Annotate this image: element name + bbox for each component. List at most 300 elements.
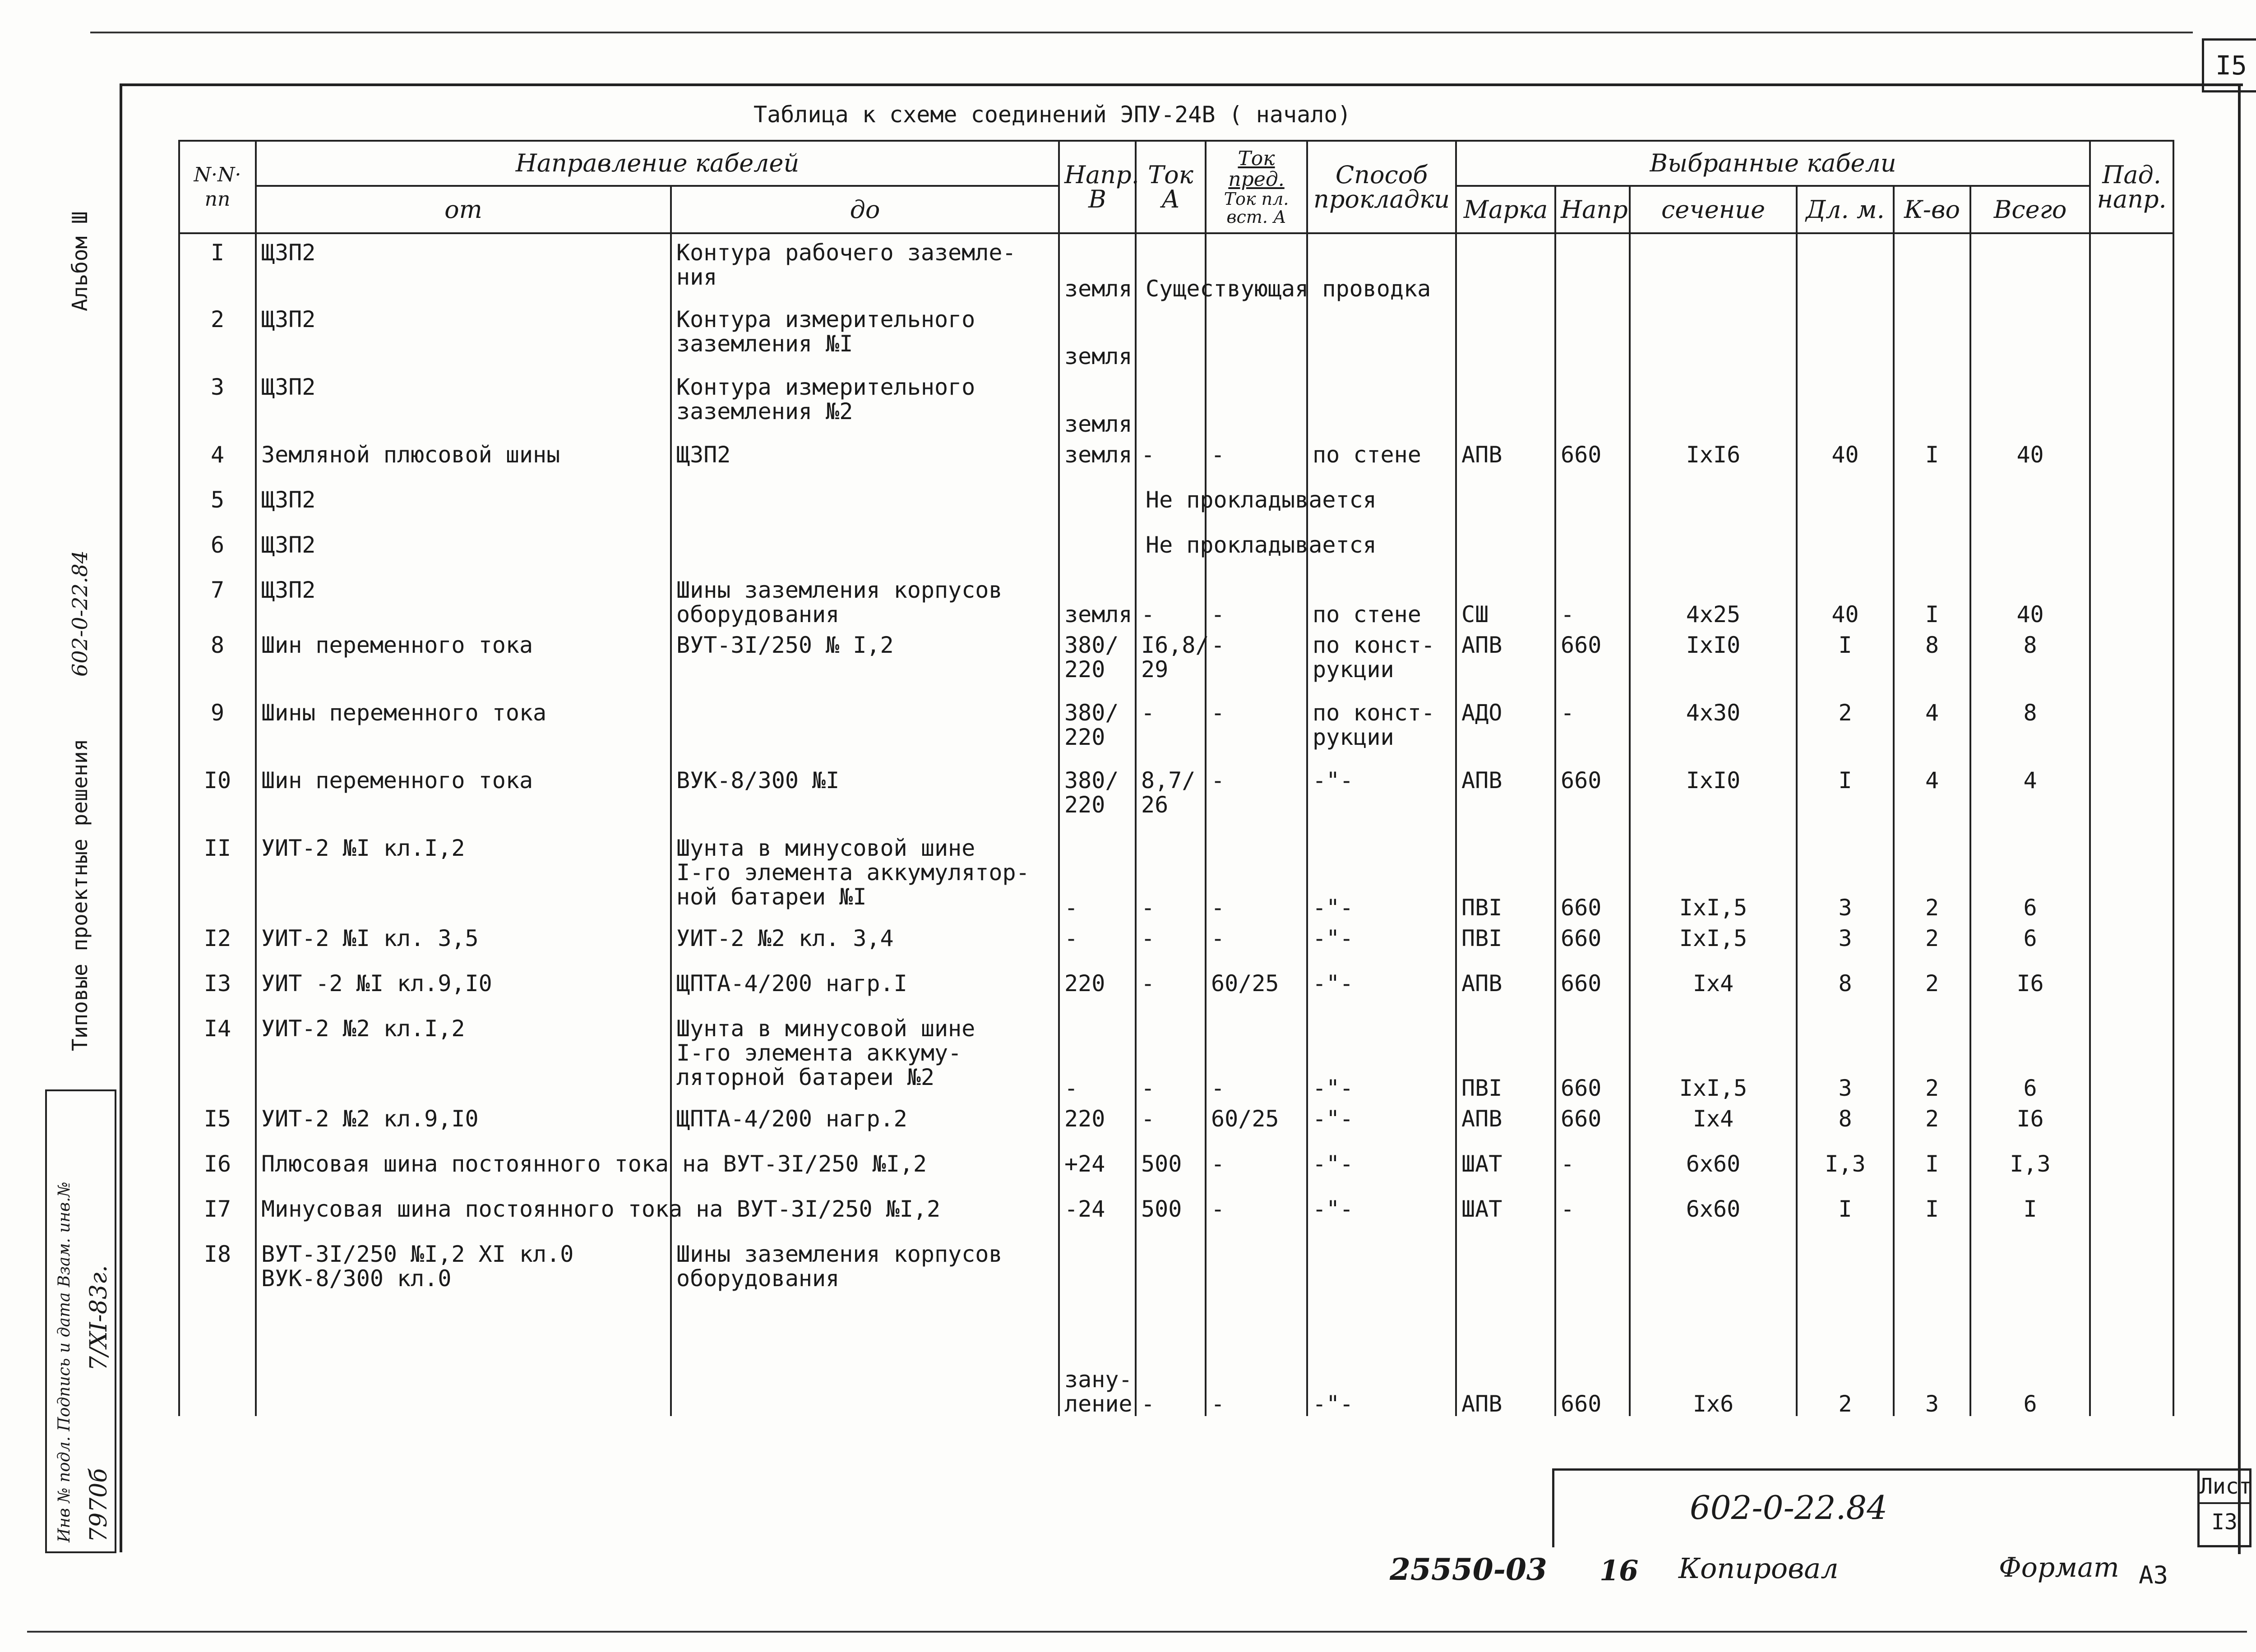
cell-section: 6x60: [1630, 1191, 1797, 1236]
cell-drop: [2090, 1145, 2173, 1191]
cell-napr: [1555, 481, 1630, 526]
table-row: [179, 1145, 2173, 1191]
cell-current: -: [1136, 436, 1206, 481]
cell-brand: АПВ: [1456, 1100, 1555, 1145]
cell-from: УИТ-2 №2 кл.I,2: [256, 1010, 671, 1100]
cell-current-pred: -: [1206, 627, 1307, 694]
cell-current-pred: [1206, 301, 1307, 369]
cell-current: 500: [1136, 1191, 1206, 1236]
row-number: 7: [179, 572, 256, 627]
cell-count: I: [1894, 1191, 1970, 1236]
cell-count: 3: [1894, 1236, 1970, 1416]
row-number: I2: [179, 920, 256, 965]
cell-voltage: земля: [1059, 233, 1136, 301]
row-number: I4: [179, 1010, 256, 1100]
cell-total: 40: [1970, 572, 2090, 627]
cell-drop: [2090, 920, 2173, 965]
cell-to: [671, 526, 1059, 572]
cell-current-pred: -: [1206, 1191, 1307, 1236]
cell-brand: ПВI: [1456, 1010, 1555, 1100]
cell-count: [1894, 301, 1970, 369]
cell-to: ЩЗП2: [671, 436, 1059, 481]
cell-voltage: 220: [1059, 965, 1136, 1010]
header-current-pred-top: Ток пред.: [1228, 147, 1285, 191]
cell-section: [1630, 481, 1797, 526]
cell-section: [1630, 526, 1797, 572]
cell-length: 40: [1797, 572, 1894, 627]
cell-current-pred: -: [1206, 572, 1307, 627]
cell-section: IxI,5: [1630, 830, 1797, 920]
table-row: [179, 694, 2173, 762]
header-current: Ток А: [1136, 141, 1206, 233]
cell-current: -: [1136, 1010, 1206, 1100]
cell-method: -"-: [1307, 762, 1456, 830]
cell-from: Шины переменного тока: [256, 694, 671, 762]
header-current-pred-bottom: Ток пл. вст. А: [1224, 189, 1289, 227]
table-row: [179, 1191, 2173, 1236]
cell-method: -"-: [1307, 965, 1456, 1010]
cell-count: I: [1894, 1145, 1970, 1191]
cell-current: 8,7/ 26: [1136, 762, 1206, 830]
page-number: 16: [1600, 1554, 1639, 1587]
sheet-label: Лист: [2200, 1471, 2249, 1504]
cell-length: 8: [1797, 965, 1894, 1010]
header-length: Дл. м.: [1797, 186, 1894, 233]
cell-drop: [2090, 1010, 2173, 1100]
row-number: I3: [179, 965, 256, 1010]
cell-count: 2: [1894, 920, 1970, 965]
cell-voltage: 380/ 220: [1059, 694, 1136, 762]
header-section: сечение: [1630, 186, 1797, 233]
cell-from: УИТ-2 №I кл.I,2: [256, 830, 671, 920]
header-count: К-во: [1894, 186, 1970, 233]
cell-total: 8: [1970, 627, 2090, 694]
cell-count: [1894, 481, 1970, 526]
cell-brand: [1456, 233, 1555, 301]
cell-section: IxI0: [1630, 627, 1797, 694]
cell-to: [671, 694, 1059, 762]
cell-current: -: [1136, 1236, 1206, 1416]
cell-voltage: [1059, 526, 1136, 572]
cell-length: 2: [1797, 1236, 1894, 1416]
table-row: [179, 369, 2173, 436]
cell-drop: [2090, 1100, 2173, 1145]
top-rule: [90, 32, 2193, 33]
row-number: I: [179, 233, 256, 301]
cell-total: [1970, 233, 2090, 301]
cell-voltage: [1059, 481, 1136, 526]
table-row: [179, 965, 2173, 1010]
cell-drop: [2090, 762, 2173, 830]
cell-current-pred: -: [1206, 920, 1307, 965]
cell-brand: ШАТ: [1456, 1191, 1555, 1236]
header-num: N·N· пп: [179, 141, 256, 233]
cell-from: ЩЗП2: [256, 572, 671, 627]
series-label: Типовые проектные решения: [68, 738, 92, 1051]
row-number: I7: [179, 1191, 256, 1236]
cell-total: 6: [1970, 920, 2090, 965]
cell-from: Шин переменного тока: [256, 762, 671, 830]
cell-drop: [2090, 233, 2173, 301]
cell-method: -"-: [1307, 1145, 1456, 1191]
cell-drop: [2090, 301, 2173, 369]
cell-section: IxI6: [1630, 436, 1797, 481]
cell-method: -"-: [1307, 1191, 1456, 1236]
cell-drop: [2090, 1236, 2173, 1416]
header-brand: Марка: [1456, 186, 1555, 233]
bottom-rule: [27, 1631, 2247, 1633]
cell-length: [1797, 369, 1894, 436]
cell-to: Шины заземления корпусов оборудования: [671, 1236, 1059, 1416]
row-number: 5: [179, 481, 256, 526]
row-number: I5: [179, 1100, 256, 1145]
cell-length: 3: [1797, 920, 1894, 965]
cell-voltage: зану- ление: [1059, 1236, 1136, 1416]
cell-current: I6,8/ 29: [1136, 627, 1206, 694]
cell-count: [1894, 233, 1970, 301]
table-row: [179, 481, 2173, 526]
cell-section: IxI0: [1630, 762, 1797, 830]
title-block: [1552, 1468, 2202, 1547]
cell-from: УИТ-2 №2 кл.9,I0: [256, 1100, 671, 1145]
cell-drop: [2090, 694, 2173, 762]
cell-voltage: 380/ 220: [1059, 627, 1136, 694]
cell-to: [671, 481, 1059, 526]
cell-napr: 660: [1555, 1100, 1630, 1145]
row-number: I6: [179, 1145, 256, 1191]
cell-brand: ШАТ: [1456, 1145, 1555, 1191]
cell-length: I,3: [1797, 1145, 1894, 1191]
cell-count: 2: [1894, 1100, 1970, 1145]
drawing-frame-right: [2238, 83, 2241, 1554]
cell-total: I,3: [1970, 1145, 2090, 1191]
order-number: 25550-03: [1390, 1552, 1547, 1587]
cell-napr: -: [1555, 1145, 1630, 1191]
cell-from: Шин переменного тока: [256, 627, 671, 694]
inventory-box: [45, 1089, 116, 1553]
cell-method: [1307, 301, 1456, 369]
row-number: 3: [179, 369, 256, 436]
cell-drop: [2090, 1191, 2173, 1236]
cell-brand: АПВ: [1456, 1236, 1555, 1416]
cell-voltage: -: [1059, 1010, 1136, 1100]
cell-method: -"-: [1307, 830, 1456, 920]
cell-from: ЩЗП2: [256, 369, 671, 436]
cell-drop: [2090, 572, 2173, 627]
cell-napr: [1555, 301, 1630, 369]
table-row: [179, 301, 2173, 369]
cell-to: Контура рабочего заземле- ния: [671, 233, 1059, 301]
cell-length: I: [1797, 762, 1894, 830]
cell-current-pred: -: [1206, 1236, 1307, 1416]
cell-total: 40: [1970, 436, 2090, 481]
cell-method: по стене: [1307, 572, 1456, 627]
cell-current-pred: 60/25: [1206, 1100, 1307, 1145]
table-row: [179, 1010, 2173, 1100]
cell-napr: -: [1555, 694, 1630, 762]
row-number: 2: [179, 301, 256, 369]
cell-total: 6: [1970, 1236, 2090, 1416]
table-row: [179, 920, 2173, 965]
table-row: [179, 572, 2173, 627]
cell-length: 3: [1797, 1010, 1894, 1100]
cell-napr: 660: [1555, 436, 1630, 481]
cell-method: -"-: [1307, 1010, 1456, 1100]
cell-napr: 660: [1555, 762, 1630, 830]
album-label: Альбом Ш: [68, 211, 92, 311]
cell-current: Не прокладывается: [1136, 481, 1206, 526]
cell-total: I6: [1970, 1100, 2090, 1145]
cell-length: 8: [1797, 1100, 1894, 1145]
sheet-number: I5: [2202, 38, 2256, 92]
row-number: 9: [179, 694, 256, 762]
cell-napr: 660: [1555, 965, 1630, 1010]
cell-count: 4: [1894, 694, 1970, 762]
table-row: [179, 830, 2173, 920]
cell-brand: АДО: [1456, 694, 1555, 762]
cell-to: ЩПТА-4/200 нагр.2: [671, 1100, 1059, 1145]
cell-method: -"-: [1307, 1236, 1456, 1416]
cell-method: по стене: [1307, 436, 1456, 481]
cell-napr: -: [1555, 572, 1630, 627]
cell-method: [1307, 369, 1456, 436]
cell-section: IxI,5: [1630, 920, 1797, 965]
cell-method: -"-: [1307, 1100, 1456, 1145]
cell-to: Шунта в минусовой шине I-го элемента аккуму- ляторной батареи №2: [671, 1010, 1059, 1100]
cell-count: 2: [1894, 1010, 1970, 1100]
cell-current-pred: [1206, 369, 1307, 436]
cell-count: [1894, 526, 1970, 572]
cell-section: 4x25: [1630, 572, 1797, 627]
cell-current-pred: -: [1206, 762, 1307, 830]
table-row: [179, 526, 2173, 572]
cell-length: [1797, 526, 1894, 572]
table-row: [179, 233, 2173, 301]
row-number: 8: [179, 627, 256, 694]
cell-from: ЩЗП2: [256, 526, 671, 572]
cell-current: 500: [1136, 1145, 1206, 1191]
cell-section: Ix4: [1630, 1100, 1797, 1145]
row-number: 6: [179, 526, 256, 572]
connections-table: [178, 140, 2174, 1416]
cell-method: -"-: [1307, 920, 1456, 965]
inventory-date: 7/ХI-83г.: [85, 1265, 112, 1371]
cell-count: 8: [1894, 627, 1970, 694]
cell-current: -: [1136, 694, 1206, 762]
cell-napr: [1555, 233, 1630, 301]
cell-brand: АПВ: [1456, 762, 1555, 830]
inventory-stamp-labels: Инв № подл. Подпись и дата Взам. инв.№: [55, 1181, 74, 1542]
cell-drop: [2090, 965, 2173, 1010]
cell-length: [1797, 481, 1894, 526]
cell-voltage: 220: [1059, 1100, 1136, 1145]
cell-drop: [2090, 369, 2173, 436]
cell-current: -: [1136, 920, 1206, 965]
cell-to: ЩПТА-4/200 нагр.I: [671, 965, 1059, 1010]
cell-napr: 660: [1555, 830, 1630, 920]
cell-length: 3: [1797, 830, 1894, 920]
cell-total: [1970, 369, 2090, 436]
row-number: 4: [179, 436, 256, 481]
cell-from: ЩЗП2: [256, 481, 671, 526]
row-number: II: [179, 830, 256, 920]
row-number: I0: [179, 762, 256, 830]
cell-brand: [1456, 369, 1555, 436]
header-from: от: [256, 186, 671, 233]
cell-drop: [2090, 830, 2173, 920]
cell-to: Контура измерительного заземления №2: [671, 369, 1059, 436]
cell-voltage: земля: [1059, 572, 1136, 627]
cell-method: по конст- рукции: [1307, 694, 1456, 762]
cell-from: Плюсовая шина постоянного тока на ВУТ-3I/250 №I,2: [256, 1145, 671, 1191]
cell-total: 6: [1970, 830, 2090, 920]
cell-from: ВУТ-3I/250 №I,2 XI кл.0 ВУК-8/300 кл.0: [256, 1236, 671, 1416]
header-to: до: [671, 186, 1059, 233]
cell-total: I: [1970, 1191, 2090, 1236]
cell-current-pred: -: [1206, 694, 1307, 762]
cell-current: Не прокладывается: [1136, 526, 1206, 572]
cell-to: ВУТ-3I/250 № I,2: [671, 627, 1059, 694]
cell-drop: [2090, 436, 2173, 481]
cell-brand: ПВI: [1456, 920, 1555, 965]
table-row: [179, 627, 2173, 694]
cell-brand: ПВI: [1456, 830, 1555, 920]
table-row: [179, 436, 2173, 481]
cell-voltage: земля: [1059, 436, 1136, 481]
cell-count: I: [1894, 436, 1970, 481]
cell-length: I: [1797, 1191, 1894, 1236]
cell-voltage: земля: [1059, 301, 1136, 369]
cell-total: 4: [1970, 762, 2090, 830]
cell-voltage: земля: [1059, 369, 1136, 436]
cell-current: Существующая проводка: [1136, 233, 1206, 301]
cell-napr: [1555, 369, 1630, 436]
cell-section: IxI,5: [1630, 1010, 1797, 1100]
header-direction: Направление кабелей: [256, 141, 1059, 186]
cell-section: [1630, 369, 1797, 436]
table-title: Таблица к схеме соединений ЭПУ-24В ( начало): [754, 102, 1351, 128]
cell-from: Минусовая шина постоянного тока на ВУТ-3I/250 №I,2: [256, 1191, 671, 1236]
cell-current-pred: 60/25: [1206, 965, 1307, 1010]
cell-napr: 660: [1555, 627, 1630, 694]
cell-length: 40: [1797, 436, 1894, 481]
format-label: Формат: [1999, 1552, 2119, 1583]
cell-napr: -: [1555, 1191, 1630, 1236]
cell-length: 2: [1797, 694, 1894, 762]
table-row: [179, 1236, 2173, 1416]
cell-total: [1970, 481, 2090, 526]
cell-current: -: [1136, 965, 1206, 1010]
cell-voltage: -: [1059, 920, 1136, 965]
cell-voltage: +24: [1059, 1145, 1136, 1191]
cell-brand: АПВ: [1456, 436, 1555, 481]
cell-total: 8: [1970, 694, 2090, 762]
cell-napr: 660: [1555, 920, 1630, 965]
cell-to: Контура измерительного заземления №I: [671, 301, 1059, 369]
table-row: [179, 1100, 2173, 1145]
sheet-value: I3: [2211, 1509, 2238, 1535]
cell-from: Земляной плюсовой шины: [256, 436, 671, 481]
cell-brand: [1456, 526, 1555, 572]
cell-voltage: -24: [1059, 1191, 1136, 1236]
cell-drop: [2090, 526, 2173, 572]
cell-brand: [1456, 301, 1555, 369]
cell-total: [1970, 301, 2090, 369]
format-value: А3: [2139, 1561, 2168, 1589]
cell-section: 4x30: [1630, 694, 1797, 762]
sheet-box: [2197, 1468, 2251, 1547]
cell-current: -: [1136, 572, 1206, 627]
cell-section: [1630, 233, 1797, 301]
header-method: Способ прокладки: [1307, 141, 1456, 233]
table-row: [179, 762, 2173, 830]
cell-brand: СШ: [1456, 572, 1555, 627]
cell-count: I: [1894, 572, 1970, 627]
stamp-code: 602-0-22.84: [1690, 1489, 1888, 1527]
cell-from: УИТ -2 №I кл.9,I0: [256, 965, 671, 1010]
header-voltage: Напр. В: [1059, 141, 1136, 233]
cell-from: ЩЗП2: [256, 233, 671, 301]
cell-current: -: [1136, 830, 1206, 920]
cell-method: по конст- рукции: [1307, 627, 1456, 694]
cell-to: ВУК-8/300 №I: [671, 762, 1059, 830]
header-drop: Пад. напр.: [2090, 141, 2173, 233]
cell-count: 2: [1894, 830, 1970, 920]
cell-napr: 660: [1555, 1010, 1630, 1100]
cell-from: УИТ-2 №I кл. 3,5: [256, 920, 671, 965]
cell-current-pred: -: [1206, 1010, 1307, 1100]
cell-current: [1136, 301, 1206, 369]
cell-to: Шины заземления корпусов оборудования: [671, 572, 1059, 627]
cell-drop: [2090, 481, 2173, 526]
cell-brand: АПВ: [1456, 627, 1555, 694]
cell-count: [1894, 369, 1970, 436]
cell-current-pred: -: [1206, 830, 1307, 920]
cell-drop: [2090, 627, 2173, 694]
cell-from: ЩЗП2: [256, 301, 671, 369]
cell-voltage: 380/ 220: [1059, 762, 1136, 830]
header-selected: Выбранные кабели: [1456, 141, 2090, 186]
cell-to: Шунта в минусовой шине I-го элемента аккумулятор- ной батареи №I: [671, 830, 1059, 920]
copied-label: Копировал: [1678, 1552, 1839, 1585]
cell-brand: [1456, 481, 1555, 526]
cell-voltage: -: [1059, 830, 1136, 920]
cell-length: [1797, 233, 1894, 301]
cell-total: I6: [1970, 965, 2090, 1010]
cell-total: [1970, 526, 2090, 572]
cell-current: [1136, 369, 1206, 436]
cell-length: I: [1797, 627, 1894, 694]
cell-count: 2: [1894, 965, 1970, 1010]
header-total: Всего: [1970, 186, 2090, 233]
cell-current-pred: -: [1206, 436, 1307, 481]
cell-brand: АПВ: [1456, 965, 1555, 1010]
cell-napr: [1555, 526, 1630, 572]
cell-count: 4: [1894, 762, 1970, 830]
inventory-number: 7970б: [85, 1468, 112, 1542]
cell-to: УИТ-2 №2 кл. 3,4: [671, 920, 1059, 965]
cell-section: 6x60: [1630, 1145, 1797, 1191]
cell-length: [1797, 301, 1894, 369]
cell-section: Ix4: [1630, 965, 1797, 1010]
cell-section: [1630, 301, 1797, 369]
cell-napr: 660: [1555, 1236, 1630, 1416]
cell-section: Ix6: [1630, 1236, 1797, 1416]
cell-current-pred: -: [1206, 1145, 1307, 1191]
row-number: I8: [179, 1236, 256, 1416]
header-napr: Напр: [1555, 186, 1630, 233]
header-current-pred: [1206, 141, 1307, 233]
